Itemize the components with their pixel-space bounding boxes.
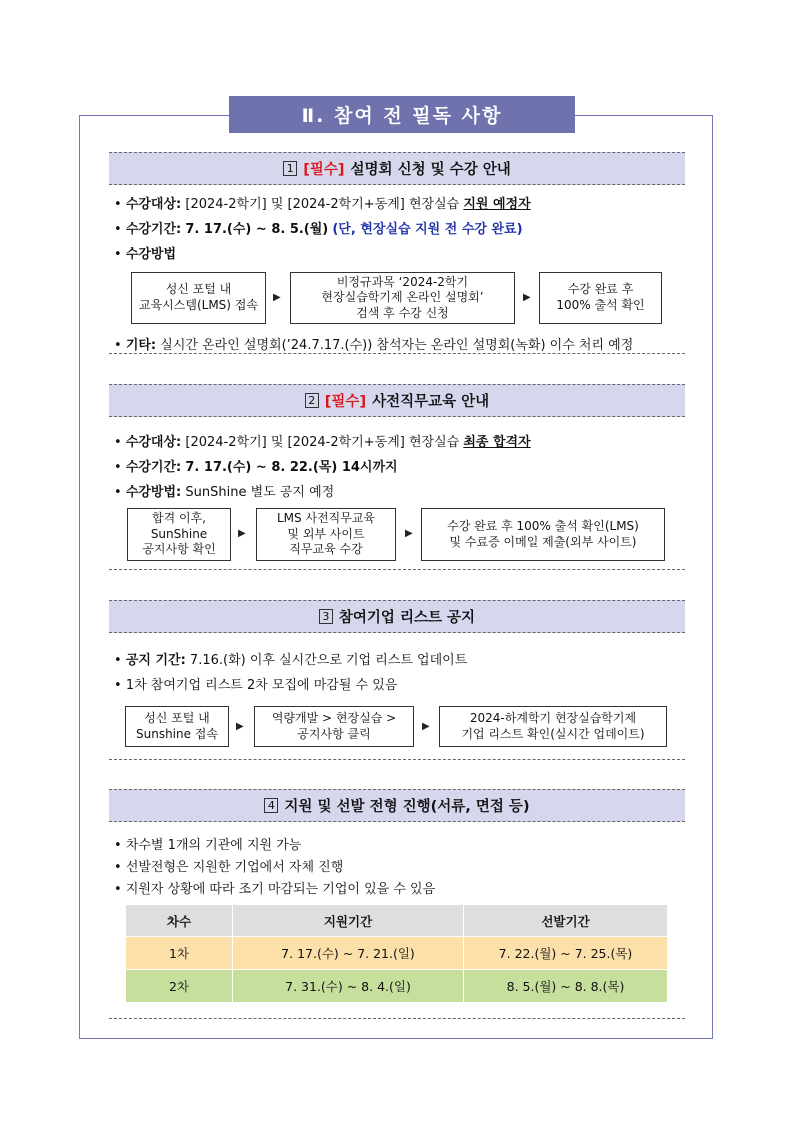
bullet-note: • 1차 참여기업 리스트 2차 모집에 마감될 수 있음 [114, 678, 398, 693]
flow-arrow-icon: ▶ [422, 721, 430, 732]
table-cell: 2차 [126, 970, 233, 1003]
section-divider [109, 569, 685, 570]
table-cell: 8. 5.(월) ~ 8. 8.(목) [464, 970, 668, 1003]
page-title: Ⅱ. 참여 전 필독 사항 [229, 96, 575, 133]
table-cell: 7. 17.(수) ~ 7. 21.(일) [233, 937, 464, 970]
table-header: 지원기간 [233, 905, 464, 937]
table-header: 선발기간 [464, 905, 668, 937]
flow-step-2: 비정규과목 ‘2024-2학기 현장실습학기제 온라인 설명회’ 검색 후 수강 신청 [290, 272, 515, 324]
bullet-item: • 차수별 1개의 기관에 지원 가능 [114, 838, 302, 853]
table-cell: 1차 [126, 937, 233, 970]
flow-arrow-icon: ▶ [273, 292, 281, 303]
required-tag: [필수] [303, 162, 345, 178]
flow-step-2: LMS 사전직무교육 및 외부 사이트 직무교육 수강 [256, 508, 396, 561]
flow-arrow-icon: ▶ [236, 721, 244, 732]
bullet-method: • 수강방법: SunShine 별도 공지 예정 [114, 485, 335, 500]
flow-step-1: 성신 포털 내 Sunshine 접속 [125, 706, 229, 747]
flow-step-2: 역량개발 > 현장실습 > 공지사항 클릭 [254, 706, 414, 747]
bullet-item: • 지원자 상황에 따라 조기 마감되는 기업이 있을 수 있음 [114, 882, 436, 897]
section-title: 설명회 신청 및 수강 안내 [350, 162, 511, 178]
flow-step-3: 수강 완료 후 100% 출석 확인(LMS) 및 수료증 이메일 제출(외부 사이트) [421, 508, 665, 561]
section-2-heading [109, 384, 685, 417]
section-divider [109, 353, 685, 354]
bullet-etc: • 기타: 실시간 온라인 설명회(’24.7.17.(수)) 참석자는 온라인 설명회(녹화) 이수 처리 예정 [114, 338, 634, 353]
bullet-target: • 수강대상: [2024-2학기] 및 [2024-2학기+동계] 현장실습 최종 합격자 [114, 435, 531, 450]
section-1-heading [109, 152, 685, 185]
section-4-heading [109, 789, 685, 822]
section-divider [109, 1018, 685, 1019]
section-3-heading [109, 600, 685, 633]
table-cell: 7. 22.(월) ~ 7. 25.(목) [464, 937, 668, 970]
section-title: 사전직무교육 안내 [372, 394, 490, 410]
table-header-row [126, 905, 668, 937]
table-row [126, 970, 668, 1003]
section-divider [109, 759, 685, 760]
table-row [126, 937, 668, 970]
section-title: 지원 및 선발 전형 진행(서류, 면접 등) [284, 799, 530, 815]
flow-arrow-icon: ▶ [523, 292, 531, 303]
bullet-period: • 수강기간: 7. 17.(수) ~ 8. 22.(목) 14시까지 [114, 460, 398, 475]
schedule-table [125, 904, 668, 1003]
table-cell: 7. 31.(수) ~ 8. 4.(일) [233, 970, 464, 1003]
flow-step-3: 2024-하계학기 현장실습학기제 기업 리스트 확인(실시간 업데이트) [439, 706, 667, 747]
flow-arrow-icon: ▶ [405, 528, 413, 539]
table-header: 차수 [126, 905, 233, 937]
bullet-period: • 수강기간: 7. 17.(수) ~ 8. 5.(월) (단, 현장실습 지원 전 수강 완료) [114, 222, 523, 237]
section-number: 2 [305, 393, 319, 408]
bullet-method: • 수강방법 [114, 247, 177, 262]
required-tag: [필수] [324, 394, 367, 410]
section-number: 3 [319, 609, 333, 624]
flow-step-3: 수강 완료 후 100% 출석 확인 [539, 272, 662, 324]
bullet-item: • 선발전형은 지원한 기업에서 자체 진행 [114, 860, 344, 875]
flow-arrow-icon: ▶ [238, 528, 246, 539]
section-title: 참여기업 리스트 공지 [338, 610, 476, 626]
section-number: 4 [264, 798, 278, 813]
bullet-notice: • 공지 기간: 7.16.(화) 이후 실시간으로 기업 리스트 업데이트 [114, 653, 468, 668]
flow-step-1: 성신 포털 내 교육시스템(LMS) 접속 [131, 272, 266, 324]
bullet-target: • 수강대상: [2024-2학기] 및 [2024-2학기+동계] 현장실습 지원 예정자 [114, 197, 531, 212]
flow-step-1: 합격 이후, SunShine 공지사항 확인 [127, 508, 231, 561]
section-number: 1 [283, 161, 297, 176]
